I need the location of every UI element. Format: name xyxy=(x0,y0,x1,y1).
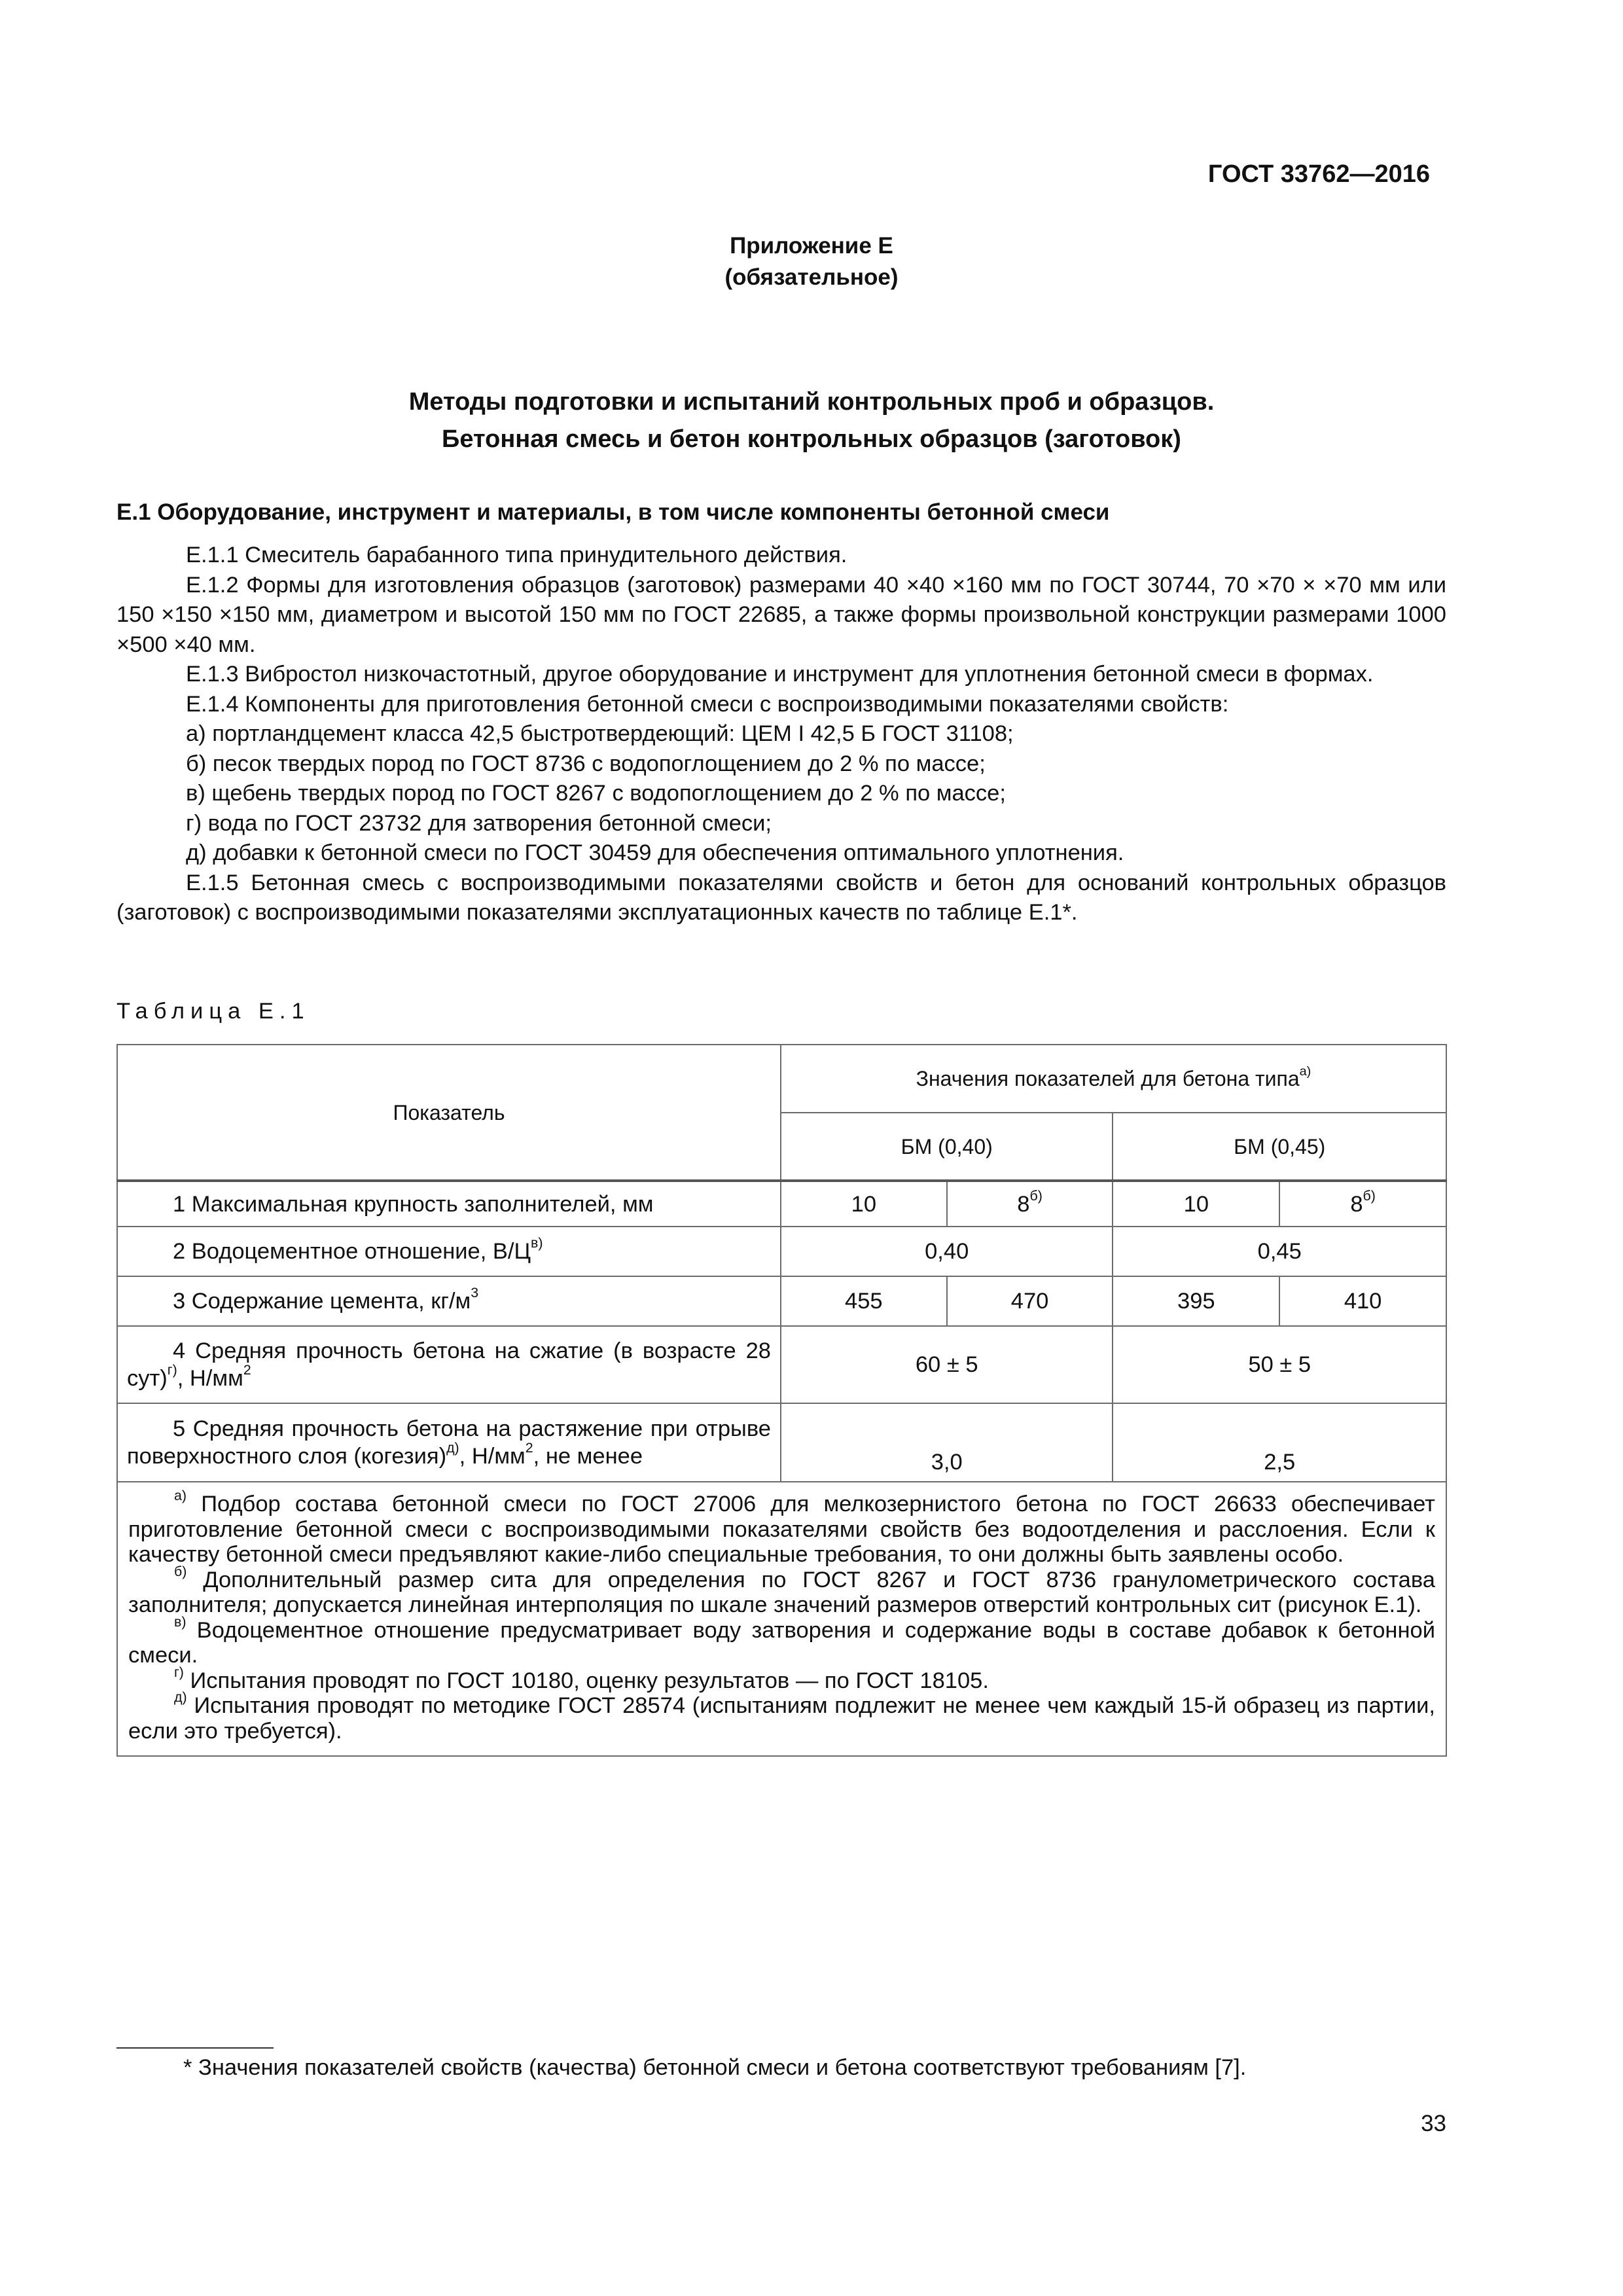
table-note xyxy=(128,1689,1435,1744)
table-notes-row xyxy=(117,1482,1446,1756)
appendix-status: (обязательное) xyxy=(724,264,899,290)
footnote-mark: г) xyxy=(174,1664,184,1680)
table-cell: 50 ± 5 xyxy=(1113,1326,1446,1403)
table-cell xyxy=(947,1181,1113,1227)
footnote-mark: г) xyxy=(167,1362,177,1378)
list-item: б) песок твердых пород по ГОСТ 8736 с водопоглощением до 2 % по массе; xyxy=(186,751,986,776)
footnote-mark: д) xyxy=(446,1440,459,1456)
header-values-text: Значения показателей для бетона типа xyxy=(916,1067,1300,1090)
row-label-qualifier: , не менее xyxy=(533,1444,643,1469)
footnote-divider xyxy=(116,2047,274,2049)
document-code: ГОСТ 33762—2016 xyxy=(1207,160,1430,188)
appendix-heading xyxy=(0,230,1623,293)
list-item: г) вода по ГОСТ 23732 для затворения бетонной смеси; xyxy=(186,810,772,836)
row-label-text: 1 Максимальная крупность заполнителей, мм xyxy=(173,1191,654,1217)
footnote-mark: а) xyxy=(174,1488,187,1504)
row-label-text: 4 Средняя прочность бетона на сжатие (в возрасте 28 сут) xyxy=(127,1338,771,1391)
footnote-mark: б) xyxy=(174,1563,187,1579)
list-item: в) щебень твердых пород по ГОСТ 8267 с водопоглощением до 2 % по массе; xyxy=(186,781,1006,806)
table-caption: Таблица Е.1 xyxy=(116,999,310,1024)
appendix-title: Приложение Е xyxy=(730,233,893,259)
list-item: д) добавки к бетонной смеси по ГОСТ 30459 для обеспечения оптимального уплотнения. xyxy=(186,840,1124,865)
footnote-mark: б) xyxy=(1363,1187,1376,1204)
row-label-text: 5 Средняя прочность бетона на растяжение при отрыве поверхностного слоя (когезия) xyxy=(127,1416,771,1469)
note-text: Подбор состава бетонной смеси по ГОСТ 27006 для мелкозернистого бетона по ГОСТ 26633 обеспечивает приготовление бетонной смеси с воспроизводимыми показателями свойств без водоотделения и расслоения. Если к качеству бетонной смеси предъявляют какие-либо специальные требования, то они должны быть заявлены особо. xyxy=(128,1492,1435,1567)
note-text: Дополнительный размер сита для определения по ГОСТ 8267 и ГОСТ 8736 гранулометрического состава заполнителя; допускается линейная интерполяция по шкале значений размеров отверстий контрольных сит (рисунок Е.1). xyxy=(128,1567,1435,1617)
page-title-line-2: Бетонная смесь и бетон контрольных образцов (заготовок) xyxy=(442,425,1181,453)
page-title xyxy=(0,384,1623,458)
superscript: 3 xyxy=(471,1285,479,1301)
table-row xyxy=(117,1326,1446,1403)
superscript: 2 xyxy=(525,1440,533,1456)
row-label-unit: , Н/мм xyxy=(459,1444,526,1469)
footnote-mark: в) xyxy=(531,1235,543,1251)
table-cell: 2,5 xyxy=(1113,1403,1446,1482)
paragraph: Е.1.2 Формы для изготовления образцов (заготовок) размерами 40 ×40 ×160 мм по ГОСТ 30744, 70 ×70 × ×70 мм или 150 ×150 ×150 мм, диаметром и высотой 150 мм по ГОСТ 22685, а также формы произвольной конструкции размерами 1000 ×500 ×40 мм. xyxy=(116,572,1446,657)
header-values-footnote-mark: а) xyxy=(1299,1064,1311,1079)
header-type-2: БМ (0,45) xyxy=(1113,1113,1446,1181)
paragraph: Е.1.1 Смеситель барабанного типа принудительного действия. xyxy=(186,543,847,567)
header-values xyxy=(781,1045,1446,1113)
row-label-text: 2 Водоцементное отношение, В/Ц xyxy=(173,1239,531,1264)
table-cell: 395 xyxy=(1113,1276,1279,1326)
note-text: Водоцементное отношение предусматривает воду затворения и содержание воды в составе добавок к бетонной смеси. xyxy=(128,1617,1435,1668)
table-cell xyxy=(1279,1181,1446,1227)
table-cell: 60 ± 5 xyxy=(781,1326,1113,1403)
table-notes xyxy=(117,1482,1446,1756)
footnote-mark: д) xyxy=(174,1689,187,1706)
cell-value: 8 xyxy=(1350,1191,1363,1217)
table-cell: 3,0 xyxy=(781,1403,1113,1482)
table-row xyxy=(117,1227,1446,1276)
table-note xyxy=(128,1613,1435,1668)
table-cell: 470 xyxy=(947,1276,1113,1326)
table-cell: 0,45 xyxy=(1113,1227,1446,1276)
header-indicator: Показатель xyxy=(117,1045,781,1181)
table-note xyxy=(128,1563,1435,1618)
row-label xyxy=(117,1276,781,1326)
row-label xyxy=(117,1181,781,1227)
footnote-mark: б) xyxy=(1029,1187,1043,1204)
page-number: 33 xyxy=(1421,2111,1446,2136)
table-cell: 10 xyxy=(781,1181,947,1227)
row-label-unit: , Н/мм xyxy=(177,1366,243,1391)
section-heading: Е.1 Оборудование, инструмент и материалы, в том числе компоненты бетонной смеси xyxy=(116,499,1110,525)
superscript: 2 xyxy=(243,1362,251,1378)
header-type-1: БМ (0,40) xyxy=(781,1113,1113,1181)
table-row xyxy=(117,1181,1446,1227)
note-text: Испытания проводят по ГОСТ 10180, оценку результатов — по ГОСТ 18105. xyxy=(183,1668,989,1693)
table-note xyxy=(128,1664,1435,1694)
row-label-text: 3 Содержание цемента, кг/м xyxy=(173,1289,471,1314)
table-note xyxy=(128,1488,1435,1568)
page-footnote: * Значения показателей свойств (качества) бетонной смеси и бетона соответствуют требованиям [7]. xyxy=(183,2055,1247,2080)
paragraph: Е.1.4 Компоненты для приготовления бетонной смеси с воспроизводимыми показателями свойств: xyxy=(186,691,1229,717)
row-label xyxy=(117,1227,781,1276)
page-title-line-1: Методы подготовки и испытаний контрольных проб и образцов. xyxy=(408,388,1215,416)
paragraph: Е.1.3 Вибростол низкочастотный, другое оборудование и инструмент для уплотнения бетонной смеси в формах. xyxy=(186,662,1374,687)
table-cell: 10 xyxy=(1113,1181,1279,1227)
table-cell: 410 xyxy=(1279,1276,1446,1326)
footnote-mark: в) xyxy=(174,1613,187,1630)
note-text: Испытания проводят по методике ГОСТ 28574 (испытаниям подлежит не менее чем каждый 15-й образец из партии, если это требуется). xyxy=(128,1693,1435,1744)
table-row xyxy=(117,1276,1446,1326)
row-label xyxy=(117,1326,781,1403)
table-cell: 455 xyxy=(781,1276,947,1326)
section-body xyxy=(116,541,1446,928)
table-cell: 0,40 xyxy=(781,1227,1113,1276)
cell-value: 8 xyxy=(1017,1191,1030,1217)
table-row xyxy=(117,1403,1446,1482)
data-table xyxy=(116,1044,1447,1757)
row-label xyxy=(117,1403,781,1482)
list-item: а) портландцемент класса 42,5 быстротвердеющий: ЦЕМ I 42,5 Б ГОСТ 31108; xyxy=(186,721,1014,746)
paragraph: Е.1.5 Бетонная смесь с воспроизводимыми показателями свойств и бетон для оснований контрольных образцов (заготовок) с воспроизводимыми показателями эксплуатационных качеств по таблице Е.1*. xyxy=(116,870,1446,925)
